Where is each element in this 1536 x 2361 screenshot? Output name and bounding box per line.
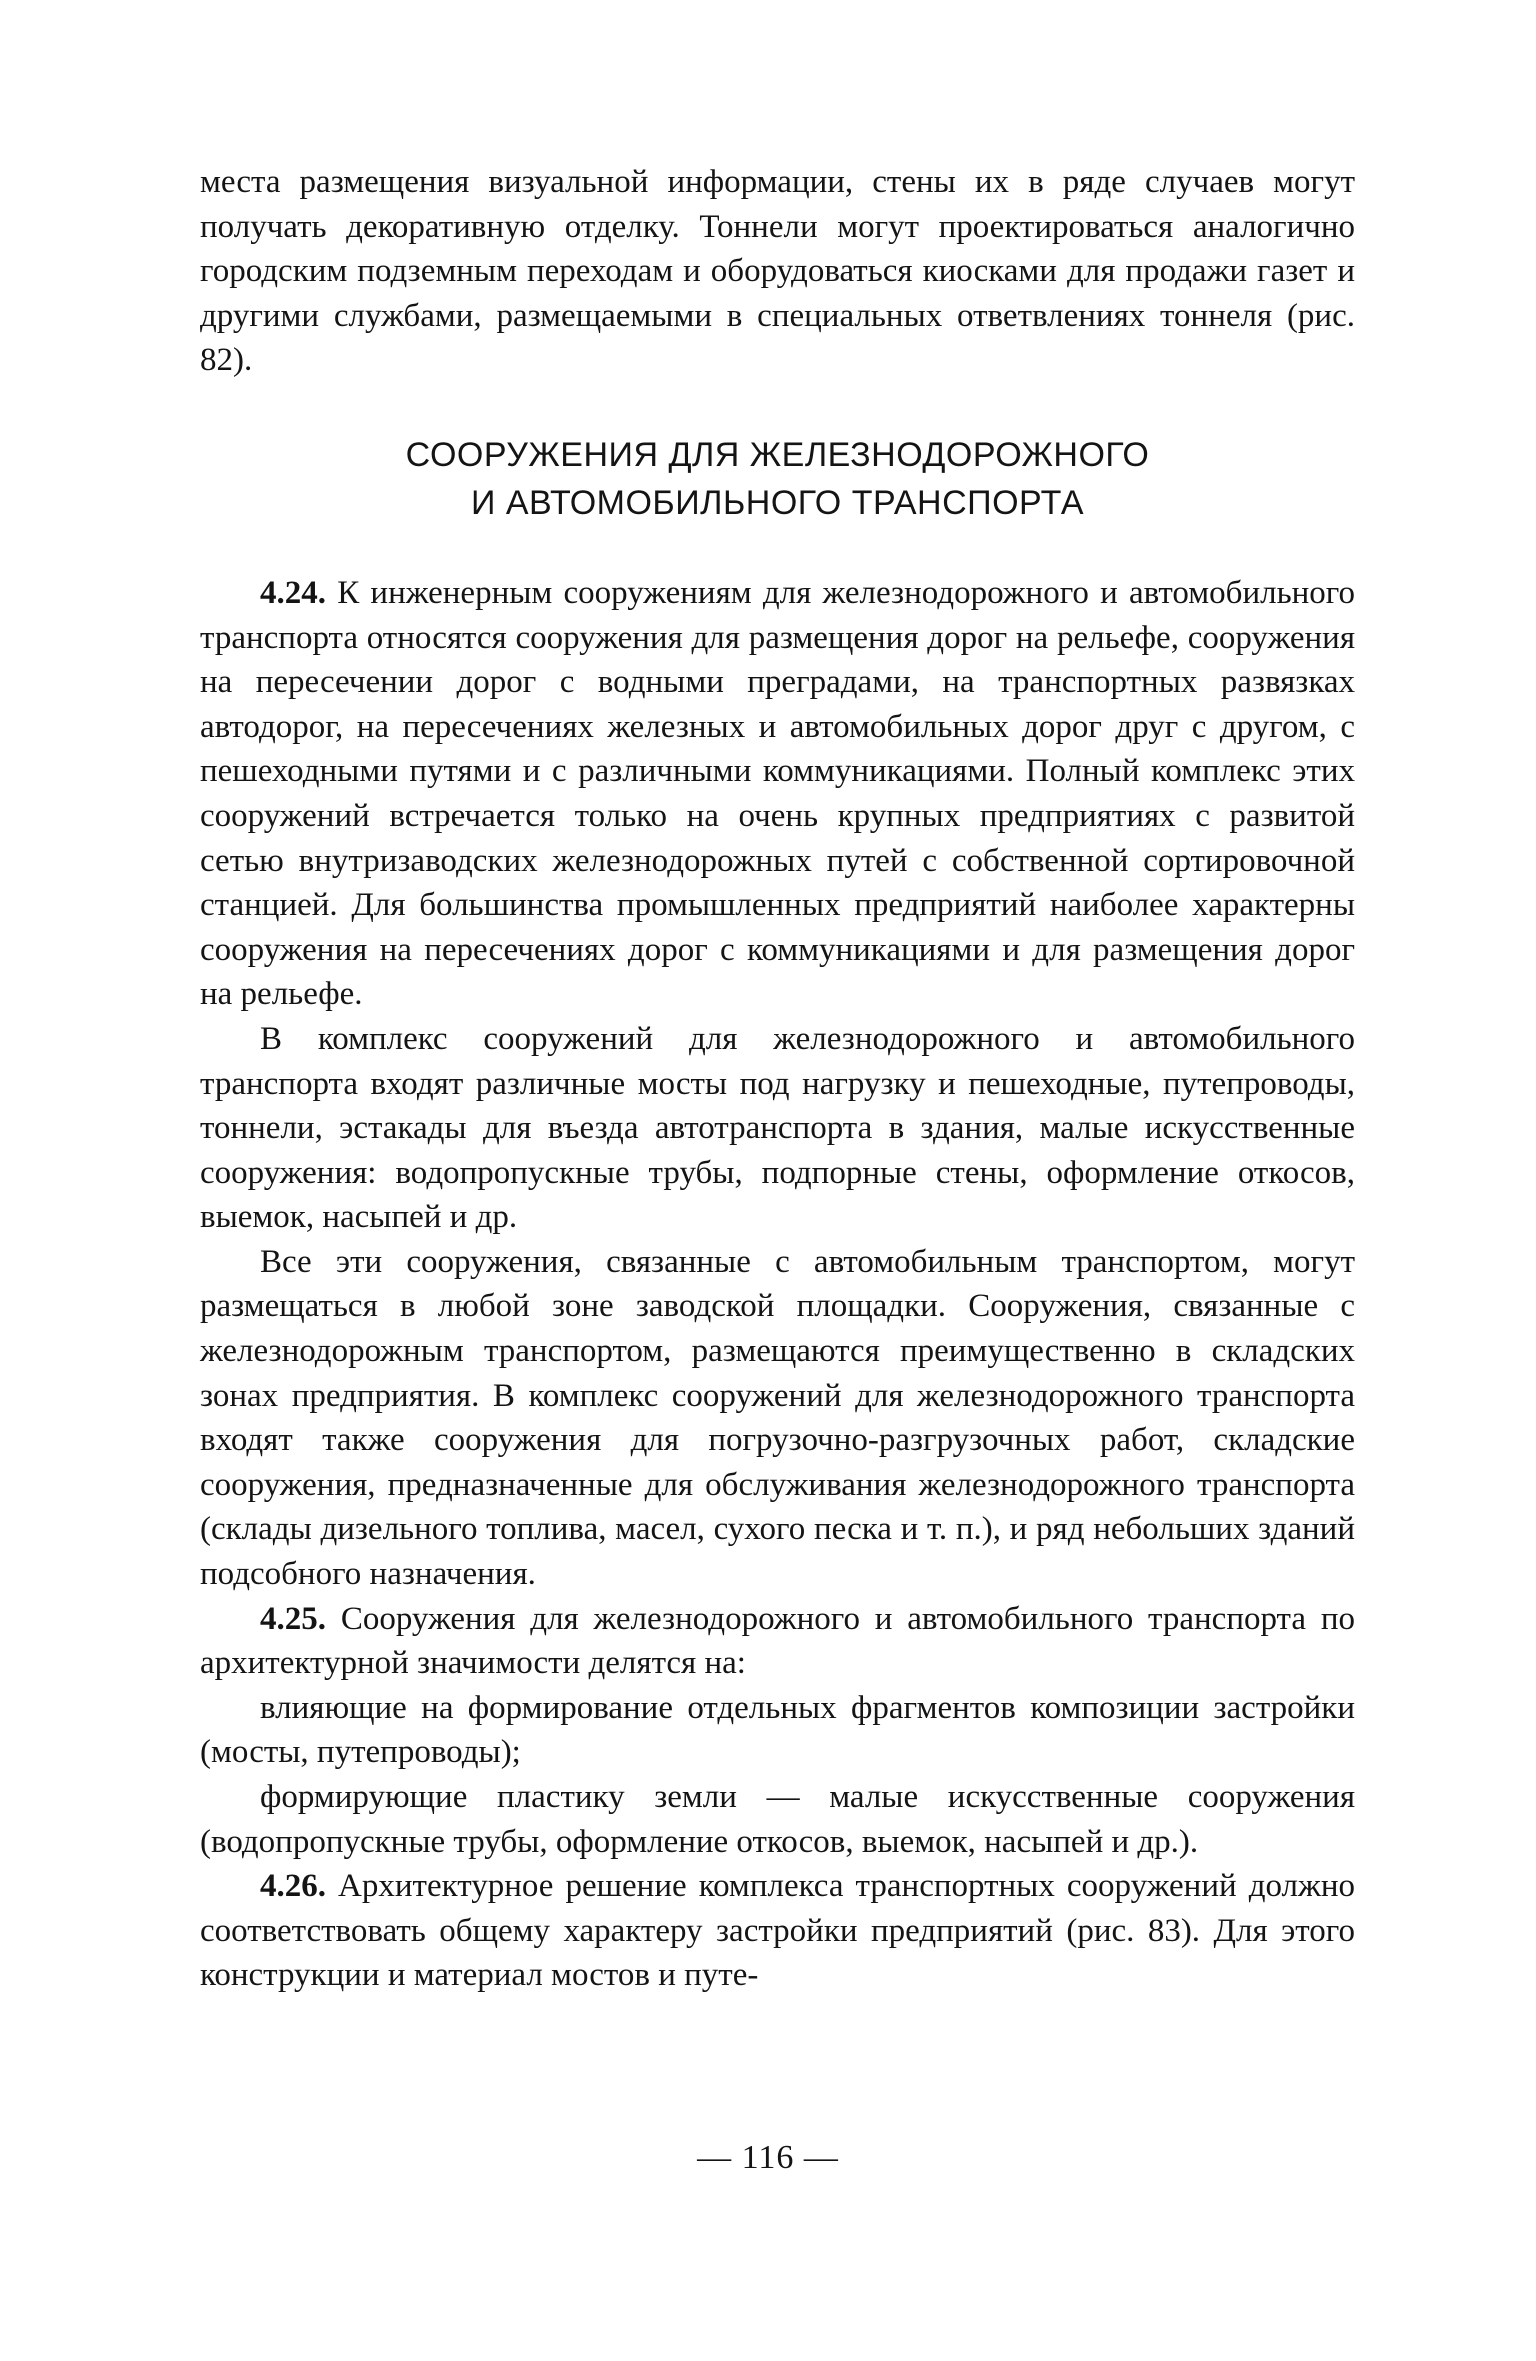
paragraph-text: К инженерным сооружениям для железнодорожного и автомобильного транспорта относятся сооружения для размещения дорог на рельефе, сооружения на пересечении дорог с водными преградами, на транспортных развязках автодорог, на пересечениях железных и автомобильных дорог друг с другом, с пешеходными путями и с различными коммуникациями. Полный комплекс этих сооружений встречается только на очень крупных предприятиях с развитой сетью внутризаводских железнодорожных путей с собственной сортировочной станцией. Для большинства промышленных предприятий наиболее характерны сооружения на пересечениях дорог с коммуникациями и для размещения дорог на рельефе.	[200, 574, 1355, 1013]
paragraph-number: 4.25.	[260, 1600, 326, 1637]
paragraph-4-26	[200, 1864, 1355, 1998]
paragraph-complex	[200, 1017, 1355, 1240]
section-heading-line-1: СООРУЖЕНИЯ ДЛЯ ЖЕЛЕЗНОДОРОЖНОГО	[405, 435, 1150, 474]
paragraph-4-25	[200, 1597, 1355, 1686]
paragraph-text: Все эти сооружения, связанные с автомобильным транспортом, могут размещаться в любой зоне заводской площадки. Сооружения, связанные с железнодорожным транспортом, размещаются преимущественно в складских зонах предприятия. В комплекс сооружений для железнодорожного транспорта входят также сооружения для погрузочно-разгрузочных работ, складские сооружения, предназначенные для обслуживания железнодорожного транспорта (склады дизельного топлива, масел, сухого песка и т. п.), и ряд небольших зданий подсобного назначения.	[200, 1243, 1355, 1593]
paragraph-text: В комплекс сооружений для железнодорожного и автомобильного транспорта входят различные мосты под нагрузку и пешеходные, путепроводы, тоннели, эстакады для въезда автотранспорта в здания, малые искусственные сооружения: водопропускные трубы, подпорные стены, оформление откосов, выемок, насыпей и др.	[200, 1020, 1355, 1236]
list-item-forming	[200, 1775, 1355, 1864]
list-item-influencing	[200, 1686, 1355, 1775]
text-column	[200, 160, 1355, 1998]
paragraph-text: влияющие на формирование отдельных фрагментов композиции застройки (мосты, путепроводы);	[200, 1689, 1355, 1771]
paragraph-number: 4.24.	[260, 574, 326, 611]
paragraph-text: Архитектурное решение комплекса транспортных сооружений должно соответствовать общему характеру застройки предприятий (рис. 83). Для этого конструкции и материал мостов и путе-	[200, 1868, 1355, 1994]
paragraph-number: 4.26.	[260, 1868, 326, 1905]
intro-paragraph: места размещения визуальной информации, стены их в ряде случаев могут получать декоративную отделку. Тоннели могут проектироваться аналогично городским подземным переходам и оборудоваться киосками для продажи газет и другими службами, размещаемыми в специальных ответвлениях тоннеля (рис. 82).	[200, 164, 1355, 379]
paragraph-text: формирующие пластику земли — малые искусственные сооружения (водопропускные трубы, оформление откосов, выемок, насыпей и др.).	[200, 1779, 1355, 1860]
paragraph-4-24	[200, 571, 1355, 1017]
section-heading	[200, 431, 1355, 527]
paragraph-all-structures	[200, 1240, 1355, 1597]
page-number: — 116 —	[697, 2139, 839, 2176]
section-heading-line-2: И АВТОМОБИЛЬНОГО ТРАНСПОРТА	[471, 483, 1084, 522]
paragraph-text: Сооружения для железнодорожного и автомобильного транспорта по архитектурной значимости делятся на:	[200, 1600, 1355, 1682]
